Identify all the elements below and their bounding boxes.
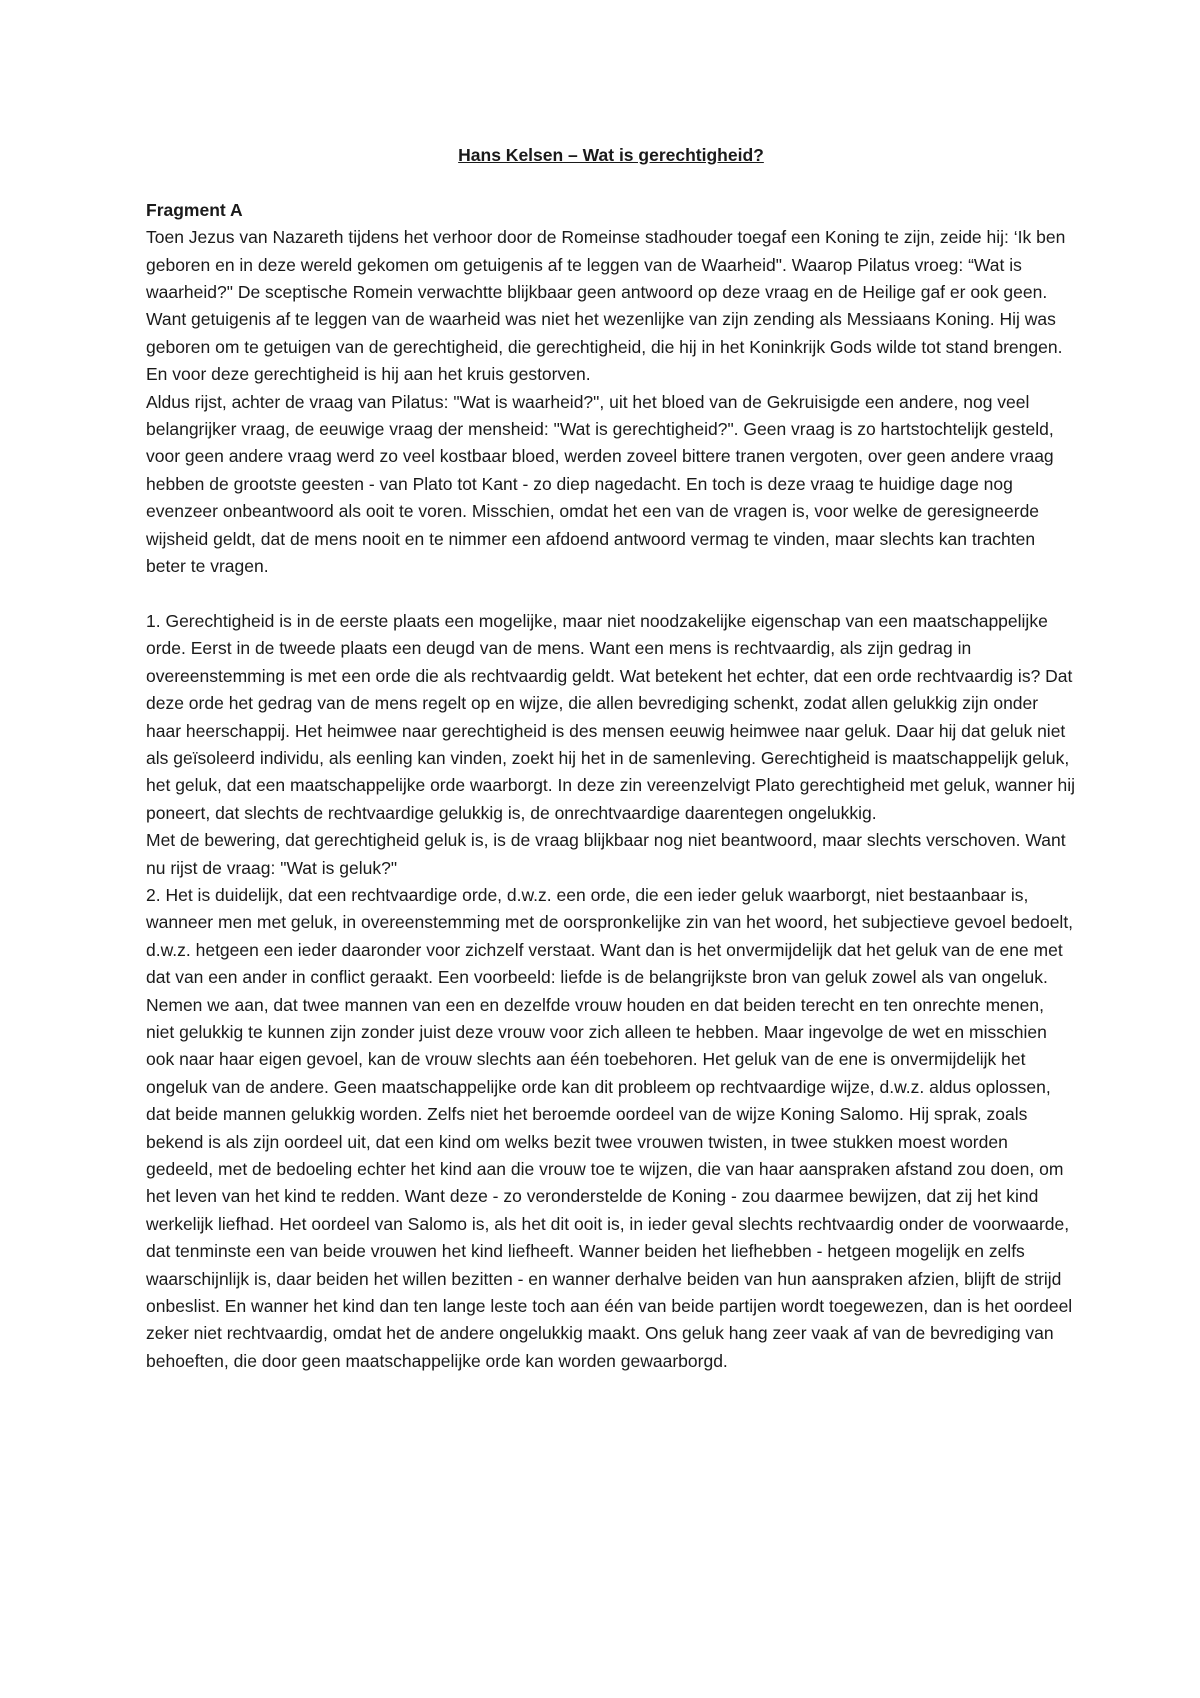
paragraph-met-de-bewering: Met de bewering, dat gerechtigheid geluk is, is de vraag blijkbaar nog niet beantwoord, maar slechts verschoven. Want nu rijst de vraag: "Wat is geluk?": [146, 830, 1066, 878]
paragraph-aldus: Aldus rijst, achter de vraag van Pilatus: "Wat is waarheid?", uit het bloed van de Gekruisigde een andere, nog veel belangrijker vraag, de eeuwige vraag der mensheid: "Wat is gerechtigheid?". Geen vraag is zo hartstochtelijk gesteld, voor geen andere vraag werd zo veel kostbaar bloed, werden zoveel bittere tranen vergoten, over geen andere vraag hebben de grootste geesten - van Plato tot Kant - zo diep nagedacht. En toch is deze vraag te huidige dage nog evenzeer onbeantwoord als ooit te voren. Misschien, omdat het een van de vragen is, voor welke de geresigneerde wijsheid geldt, dat de mens nooit en te nimmer een afdoend antwoord vermag te vinden, maar slechts kan trachten beter te vragen.: [146, 391, 1054, 577]
paragraph-gap: [146, 580, 1076, 607]
paragraph-section-2: 2. Het is duidelijk, dat een rechtvaardige orde, d.w.z. een orde, die een ieder geluk waarborgt, niet bestaanbaar is, wanneer men met geluk, in overeenstemming met de oorspronkelijke zin van het woord, het subjectieve gevoel bedoelt, d.w.z. hetgeen een ieder daaronder voor zichzelf verstaat. Want dan is het onvermijdelijk dat het geluk van de ene met dat van een ander in conflict geraakt. Een voorbeeld: liefde is de belangrijkste bron van geluk zowel als van ongeluk. Nemen we aan, dat twee mannen van een en dezelfde vrouw houden en dat beiden terecht en ten onrechte menen, niet gelukkig te kunnen zijn zonder juist deze vrouw voor zich alleen te hebben. Maar ingevolge de wet en misschien ook naar haar eigen gevoel, kan de vrouw slechts aan één toebehoren. Het geluk van de ene is onvermijdelijk het ongeluk van de andere. Geen maatschappelijke orde kan dit probleem op rechtvaardige wijze, d.w.z. aldus oplossen, dat beide mannen gelukkig worden. Zelfs niet het beroemde oordeel van de wijze Koning Salomo. Hij sprak, zoals bekend is als zijn oordeel uit, dat een kind om welks bezit twee vrouwen twisten, in twee stukken moest worden gedeeld, met de bedoeling echter het kind aan die vrouw toe te wijzen, die van haar aanspraken afstand zou doen, om het leven van het kind te redden. Want deze - zo veronderstelde de Koning - zou daarmee bewijzen, dat zij het kind werkelijk liefhad. Het oordeel van Salomo is, als het dit ooit is, in ieder geval slechts rechtvaardig onder de voorwaarde, dat tenminste een van beide vrouwen het kind liefheeft. Wanner beiden het liefhebben - hetgeen mogelijk en zelfs waarschijnlijk is, daar beiden het willen bezitten - en wanner derhalve beiden van hun aanspraken afzien, blijft de strijd onbeslist. En wanner het kind dan ten lange leste toch aan één van beide partijen wordt toegewezen, dan is het oordeel zeker niet rechtvaardig, omdat het de andere ongelukkig maakt. Ons geluk hang zeer vaak af van de bevrediging van behoeften, die door geen maatschappelijke orde kan worden gewaarborgd.: [146, 884, 1074, 1371]
fragment-heading: Fragment A: [146, 199, 243, 220]
document-page: [146, 142, 1076, 1375]
paragraph-intro: Toen Jezus van Nazareth tijdens het verhoor door de Romeinse stadhouder toegaf een Koning te zijn, zeide hij: ‘Ik ben geboren en in deze wereld gekomen om getuigenis af te leggen van de Waarheid". Waarop Pilatus vroeg: “Wat is waarheid?" De sceptische Romein verwachtte blijkbaar geen antwoord op deze vraag en de Heilige gaf er ook geen. Want getuigenis af te leggen van de waarheid was niet het wezenlijke van zijn zending als Messiaans Koning. Hij was geboren om te getuigen van de gerechtigheid, die gerechtigheid, die hij in het Koninkrijk Gods wilde tot stand brengen. En voor deze gerechtigheid is hij aan het kruis gestorven.: [146, 227, 1066, 385]
paragraph-section-1: 1. Gerechtigheid is in de eerste plaats een mogelijke, maar niet noodzakelijke eigenschap van een maatschappelijke orde. Eerst in de tweede plaats een deugd van de mens. Want een mens is rechtvaardig, als zijn gedrag in overeenstemming is met een orde die als rechtvaardig geldt. Wat betekent het echter, dat een orde rechtvaardig is? Dat deze orde het gedrag van de mens regelt op en wijze, die allen bevrediging schenkt, zodat allen gelukkig zijn onder haar heerschappij. Het heimwee naar gerechtigheid is des mensen eeuwig heimwee naar geluk. Daar hij dat geluk niet als geïsoleerd individu, als eenling kan vinden, zoekt hij het in de samenleving. Gerechtigheid is maatschappelijk geluk, het geluk, dat een maatschappelijke orde waarborgt. In deze zin vereenzelvigt Plato gerechtigheid met geluk, wanner hij poneert, dat slechts de rechtvaardige gelukkig is, de onrechtvaardige daarentegen ongelukkig.: [146, 610, 1076, 823]
document-title: Hans Kelsen – Wat is gerechtigheid?: [458, 145, 764, 165]
